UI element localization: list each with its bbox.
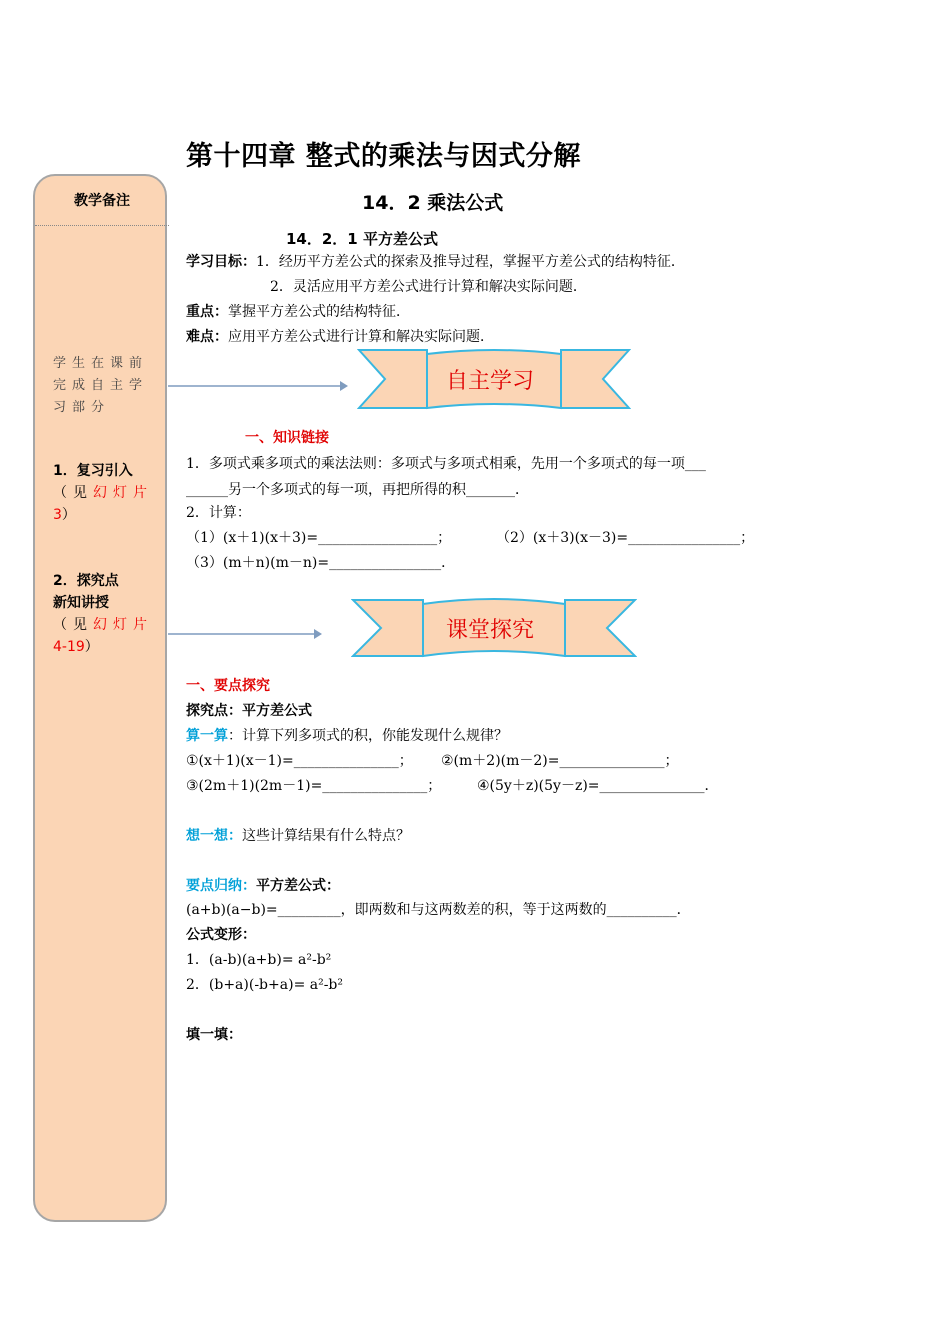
ref-close: ）	[61, 507, 76, 523]
sidebar-item-explore-title-b: 新知讲授	[53, 595, 109, 611]
sidebar-item-review	[53, 460, 161, 526]
question-2-label: 2．计算：	[186, 505, 251, 521]
chapter-title: 第十四章 整式的乘法与因式分解	[186, 141, 581, 172]
arrow-to-self-study	[168, 378, 348, 394]
goal-1: 1．经历平方差公式的探索及推导过程，掌握平方差公式的结构特征．	[256, 254, 685, 270]
sidebar-item-explore	[53, 570, 161, 658]
question-2-c: （3）(m＋n)(m－n)=________________．	[186, 555, 456, 571]
section-title: 14．2 乘法公式	[362, 192, 504, 214]
sidebar-note: 学生在课前完成自主学习部分	[53, 356, 149, 415]
ref-text: 幻灯片	[93, 617, 153, 633]
ref-open: （见	[53, 485, 93, 501]
difficulty	[186, 327, 494, 347]
calc-4: ④(5y＋z)(5y－z)=_______________．	[477, 778, 719, 794]
summary-label: 要点归纳：	[186, 878, 256, 894]
calc-2: ②(m＋2)(m－2)=_______________；	[441, 753, 679, 769]
sidebar-item-review-title: 1．复习引入	[53, 463, 133, 479]
ref-open: （见	[53, 617, 93, 633]
think-label: 想一想：	[186, 828, 242, 844]
difficulty-text: 应用平方差公式进行计算和解决实际问题．	[228, 329, 494, 345]
key-point	[186, 302, 410, 322]
ref-close: ）	[84, 639, 99, 655]
question-1-line-2: ______另一个多项式的每一项，再把所得的积_______．	[186, 482, 529, 498]
variant-label: 公式变形：	[186, 927, 256, 943]
question-2-a: （1）(x＋1)(x＋3)=_________________；	[186, 530, 452, 546]
calc-1: ①(x＋1)(x－1)=_______________；	[186, 753, 413, 769]
sub-title: 14．2．1 平方差公式	[286, 230, 438, 248]
calc-prompt	[186, 726, 508, 746]
sidebar-heading: 教学备注	[74, 193, 130, 209]
fill-in-label: 填一填：	[186, 1027, 242, 1043]
variant-2: 2．(b+a)(-b+a)= a²-b²	[186, 977, 344, 993]
calc-3: ③(2m＋1)(2m－1)=_______________；	[186, 778, 442, 794]
sidebar-divider	[35, 225, 169, 226]
inquiry-point: 探究点：平方差公式	[186, 703, 312, 719]
summary-title: 平方差公式：	[256, 878, 340, 894]
self-study-banner-label: 自主学习	[446, 369, 535, 394]
think-text: 这些计算结果有什么特点？	[242, 828, 410, 844]
key-point-text: 掌握平方差公式的结构特征．	[228, 304, 410, 320]
difficulty-label: 难点：	[186, 329, 228, 345]
learning-goals	[186, 252, 685, 272]
sidebar-item-explore-title-a: 2．探究点	[53, 573, 119, 589]
calc-text: ：计算下列多项式的积，你能发现什么规律？	[228, 728, 508, 744]
inquiry-banner-label: 课堂探究	[446, 618, 535, 643]
formula-line: (a+b)(a−b)=_________，即两数和与这两数差的积，等于这两数的__________．	[186, 902, 691, 918]
summary-heading	[186, 876, 340, 896]
think-prompt	[186, 826, 410, 846]
variant-1: 1．(a-b)(a+b)= a²-b²	[186, 952, 332, 968]
goals-label: 学习目标：	[186, 254, 256, 270]
key-inquiry-heading: 一、要点探究	[186, 678, 270, 694]
question-2-b: （2）(x＋3)(x－3)=________________；	[496, 530, 755, 546]
key-point-label: 重点：	[186, 304, 228, 320]
knowledge-link-heading: 一、知识链接	[245, 430, 329, 446]
arrow-to-inquiry	[168, 626, 322, 642]
goal-2: 2．灵活应用平方差公式进行计算和解决实际问题．	[270, 279, 587, 295]
ref-num: 3	[53, 507, 62, 523]
ref-text: 幻灯片	[93, 485, 153, 501]
question-1-line-1: 1．多项式乘多项式的乘法法则：多项式与多项式相乘，先用一个多项式的每一项___	[186, 456, 706, 472]
ref-num: 4-19	[53, 639, 85, 655]
calc-label: 算一算	[186, 728, 228, 744]
teaching-notes-sidebar	[33, 174, 167, 1222]
